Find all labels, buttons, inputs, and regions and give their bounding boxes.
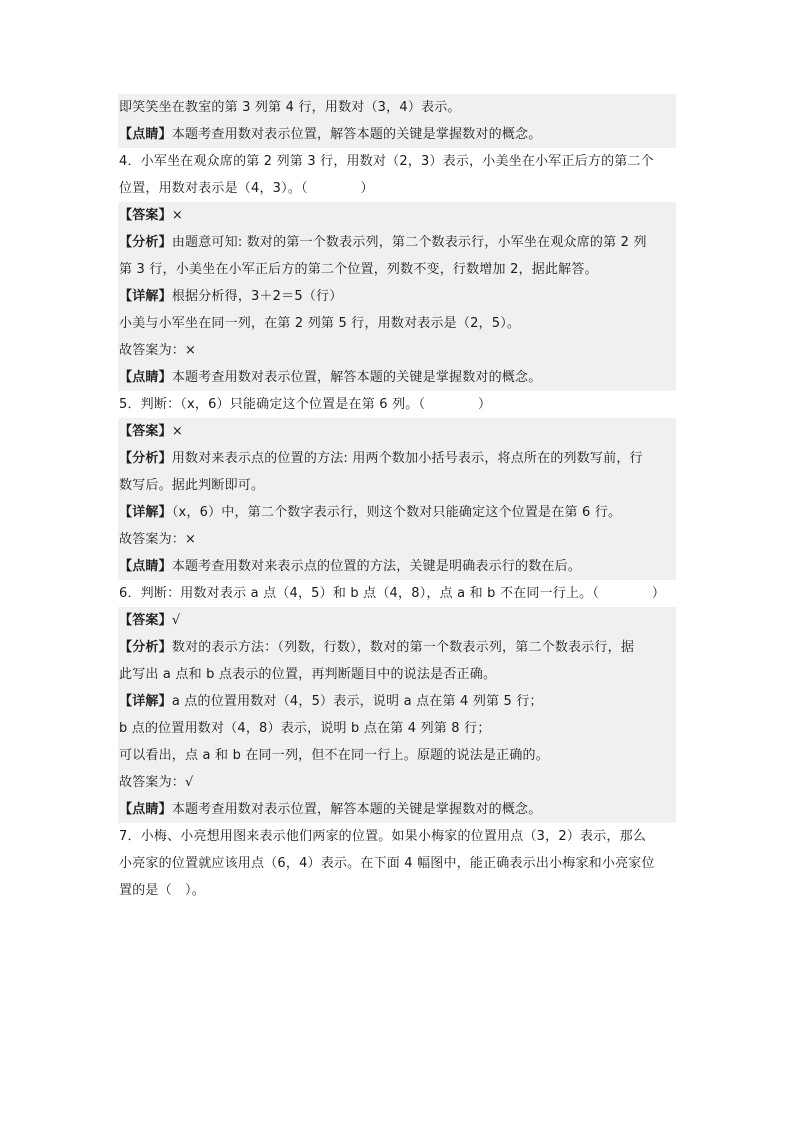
text-line — [118, 769, 676, 796]
section-tag: 【点睛】 — [119, 370, 172, 385]
text-line — [118, 850, 676, 877]
line-text: 第 3 行，小美坐在小军正后方的第二个位置，列数不变，行数增加 2，据此解答。 — [119, 262, 598, 277]
section-tag: 【详解】 — [119, 289, 172, 304]
line-text: 用数对来表示点的位置的方法: 用两个数加小括号表示，将点所在的列数写前，行 — [171, 451, 643, 466]
line-text: 可以看出，点 a 和 b 在同一列，但不在同一行上。原题的说法是正确的。 — [119, 748, 549, 763]
section-tag: 【分析】 — [119, 640, 172, 655]
line-text: 由题意可知: 数对的第一个数表示列，第二个数表示行，小军坐在观众席的第 2 列 — [171, 235, 647, 250]
line-text: 数对的表示方法：（列数，行数），数对的第一个数表示列，第二个数表示行，据 — [171, 640, 635, 655]
text-line — [118, 580, 676, 607]
line-text: √ — [171, 613, 181, 628]
text-line — [118, 796, 676, 823]
text-line — [118, 607, 676, 634]
text-line — [118, 256, 676, 283]
text-line — [118, 94, 676, 121]
text-line — [118, 823, 676, 850]
line-text: 故答案为：× — [119, 343, 197, 358]
text-line — [118, 445, 676, 472]
line-text: 即笑笑坐在教室的第 3 列第 4 行，用数对（3，4）表示。 — [119, 100, 461, 115]
text-line — [118, 283, 676, 310]
line-text: 位置，用数对表示是（4，3）。（ ） — [119, 181, 374, 196]
line-text: 本题考查用数对来表示点的位置的方法，关键是明确表示行的数在后。 — [171, 559, 582, 574]
section-tag: 【详解】 — [119, 505, 172, 520]
section-tag: 【点睛】 — [119, 559, 172, 574]
line-text: 根据分析得，3＋2＝5（行） — [171, 289, 343, 304]
text-line — [118, 742, 676, 769]
section-tag: 【分析】 — [119, 235, 172, 250]
text-line — [118, 553, 676, 580]
line-text: 本题考查用数对表示位置，解答本题的关键是掌握数对的概念。 — [171, 802, 542, 817]
line-text: 此写出 a 点和 b 点表示的位置，再判断题目中的说法是否正确。 — [119, 667, 497, 682]
text-line — [118, 877, 676, 904]
line-text: 本题考查用数对表示位置，解答本题的关键是掌握数对的概念。 — [171, 127, 542, 142]
text-line — [118, 364, 676, 391]
line-text: 6．判断：用数对表示 a 点（4，5）和 b 点（4，8），点 a 和 b 不在同一行上。（ ） — [119, 586, 666, 601]
section-tag: 【点睛】 — [119, 127, 172, 142]
text-line — [118, 229, 676, 256]
line-text: × — [171, 208, 183, 223]
section-tag: 【答案】 — [119, 424, 172, 439]
line-text: 7．小梅、小亮想用图来表示他们两家的位置。如果小梅家的位置用点（3，2）表示，那么 — [119, 829, 647, 844]
line-text: 4．小军坐在观众席的第 2 列第 3 行，用数对（2，3）表示，小美坐在小军正后方的第二个 — [119, 154, 654, 169]
text-line — [118, 121, 676, 148]
line-text: 本题考查用数对表示位置，解答本题的关键是掌握数对的概念。 — [171, 370, 542, 385]
line-text: b 点的位置用数对（4，8）表示，说明 b 点在第 4 列第 8 行； — [119, 721, 491, 736]
text-line — [118, 661, 676, 688]
section-tag: 【答案】 — [119, 613, 172, 628]
section-tag: 【答案】 — [119, 208, 172, 223]
line-text: 故答案为：× — [119, 532, 197, 547]
text-line — [118, 715, 676, 742]
text-line — [118, 310, 676, 337]
line-text: 小美与小军坐在同一列，在第 2 列第 5 行，用数对表示是（2，5）。 — [119, 316, 521, 331]
section-tag: 【点睛】 — [119, 802, 172, 817]
text-line — [118, 634, 676, 661]
text-line — [118, 148, 676, 175]
document-content — [118, 94, 676, 904]
text-line — [118, 526, 676, 553]
text-line — [118, 175, 676, 202]
text-line — [118, 337, 676, 364]
line-text: （x，6）中，第二个数字表示行，则这个数对只能确定这个位置是在第 6 行。 — [171, 505, 622, 520]
text-line — [118, 418, 676, 445]
text-line — [118, 202, 676, 229]
line-text: 置的是（ ）。 — [119, 883, 205, 898]
line-text: a 点的位置用数对（4，5）表示，说明 a 点在第 4 列第 5 行； — [171, 694, 543, 709]
text-line — [118, 688, 676, 715]
line-text: 故答案为：√ — [119, 775, 194, 790]
section-tag: 【分析】 — [119, 451, 172, 466]
text-line — [118, 472, 676, 499]
text-line — [118, 391, 676, 418]
line-text: × — [171, 424, 183, 439]
section-tag: 【详解】 — [119, 694, 172, 709]
line-text: 数写后。据此判断即可。 — [119, 478, 265, 493]
line-text: 5．判断：（x，6）只能确定这个位置是在第 6 列。（ ） — [119, 397, 492, 412]
text-line — [118, 499, 676, 526]
line-text: 小亮家的位置就应该用点（6，4）表示。在下面 4 幅图中，能正确表示出小梅家和小亮家位 — [119, 856, 655, 871]
